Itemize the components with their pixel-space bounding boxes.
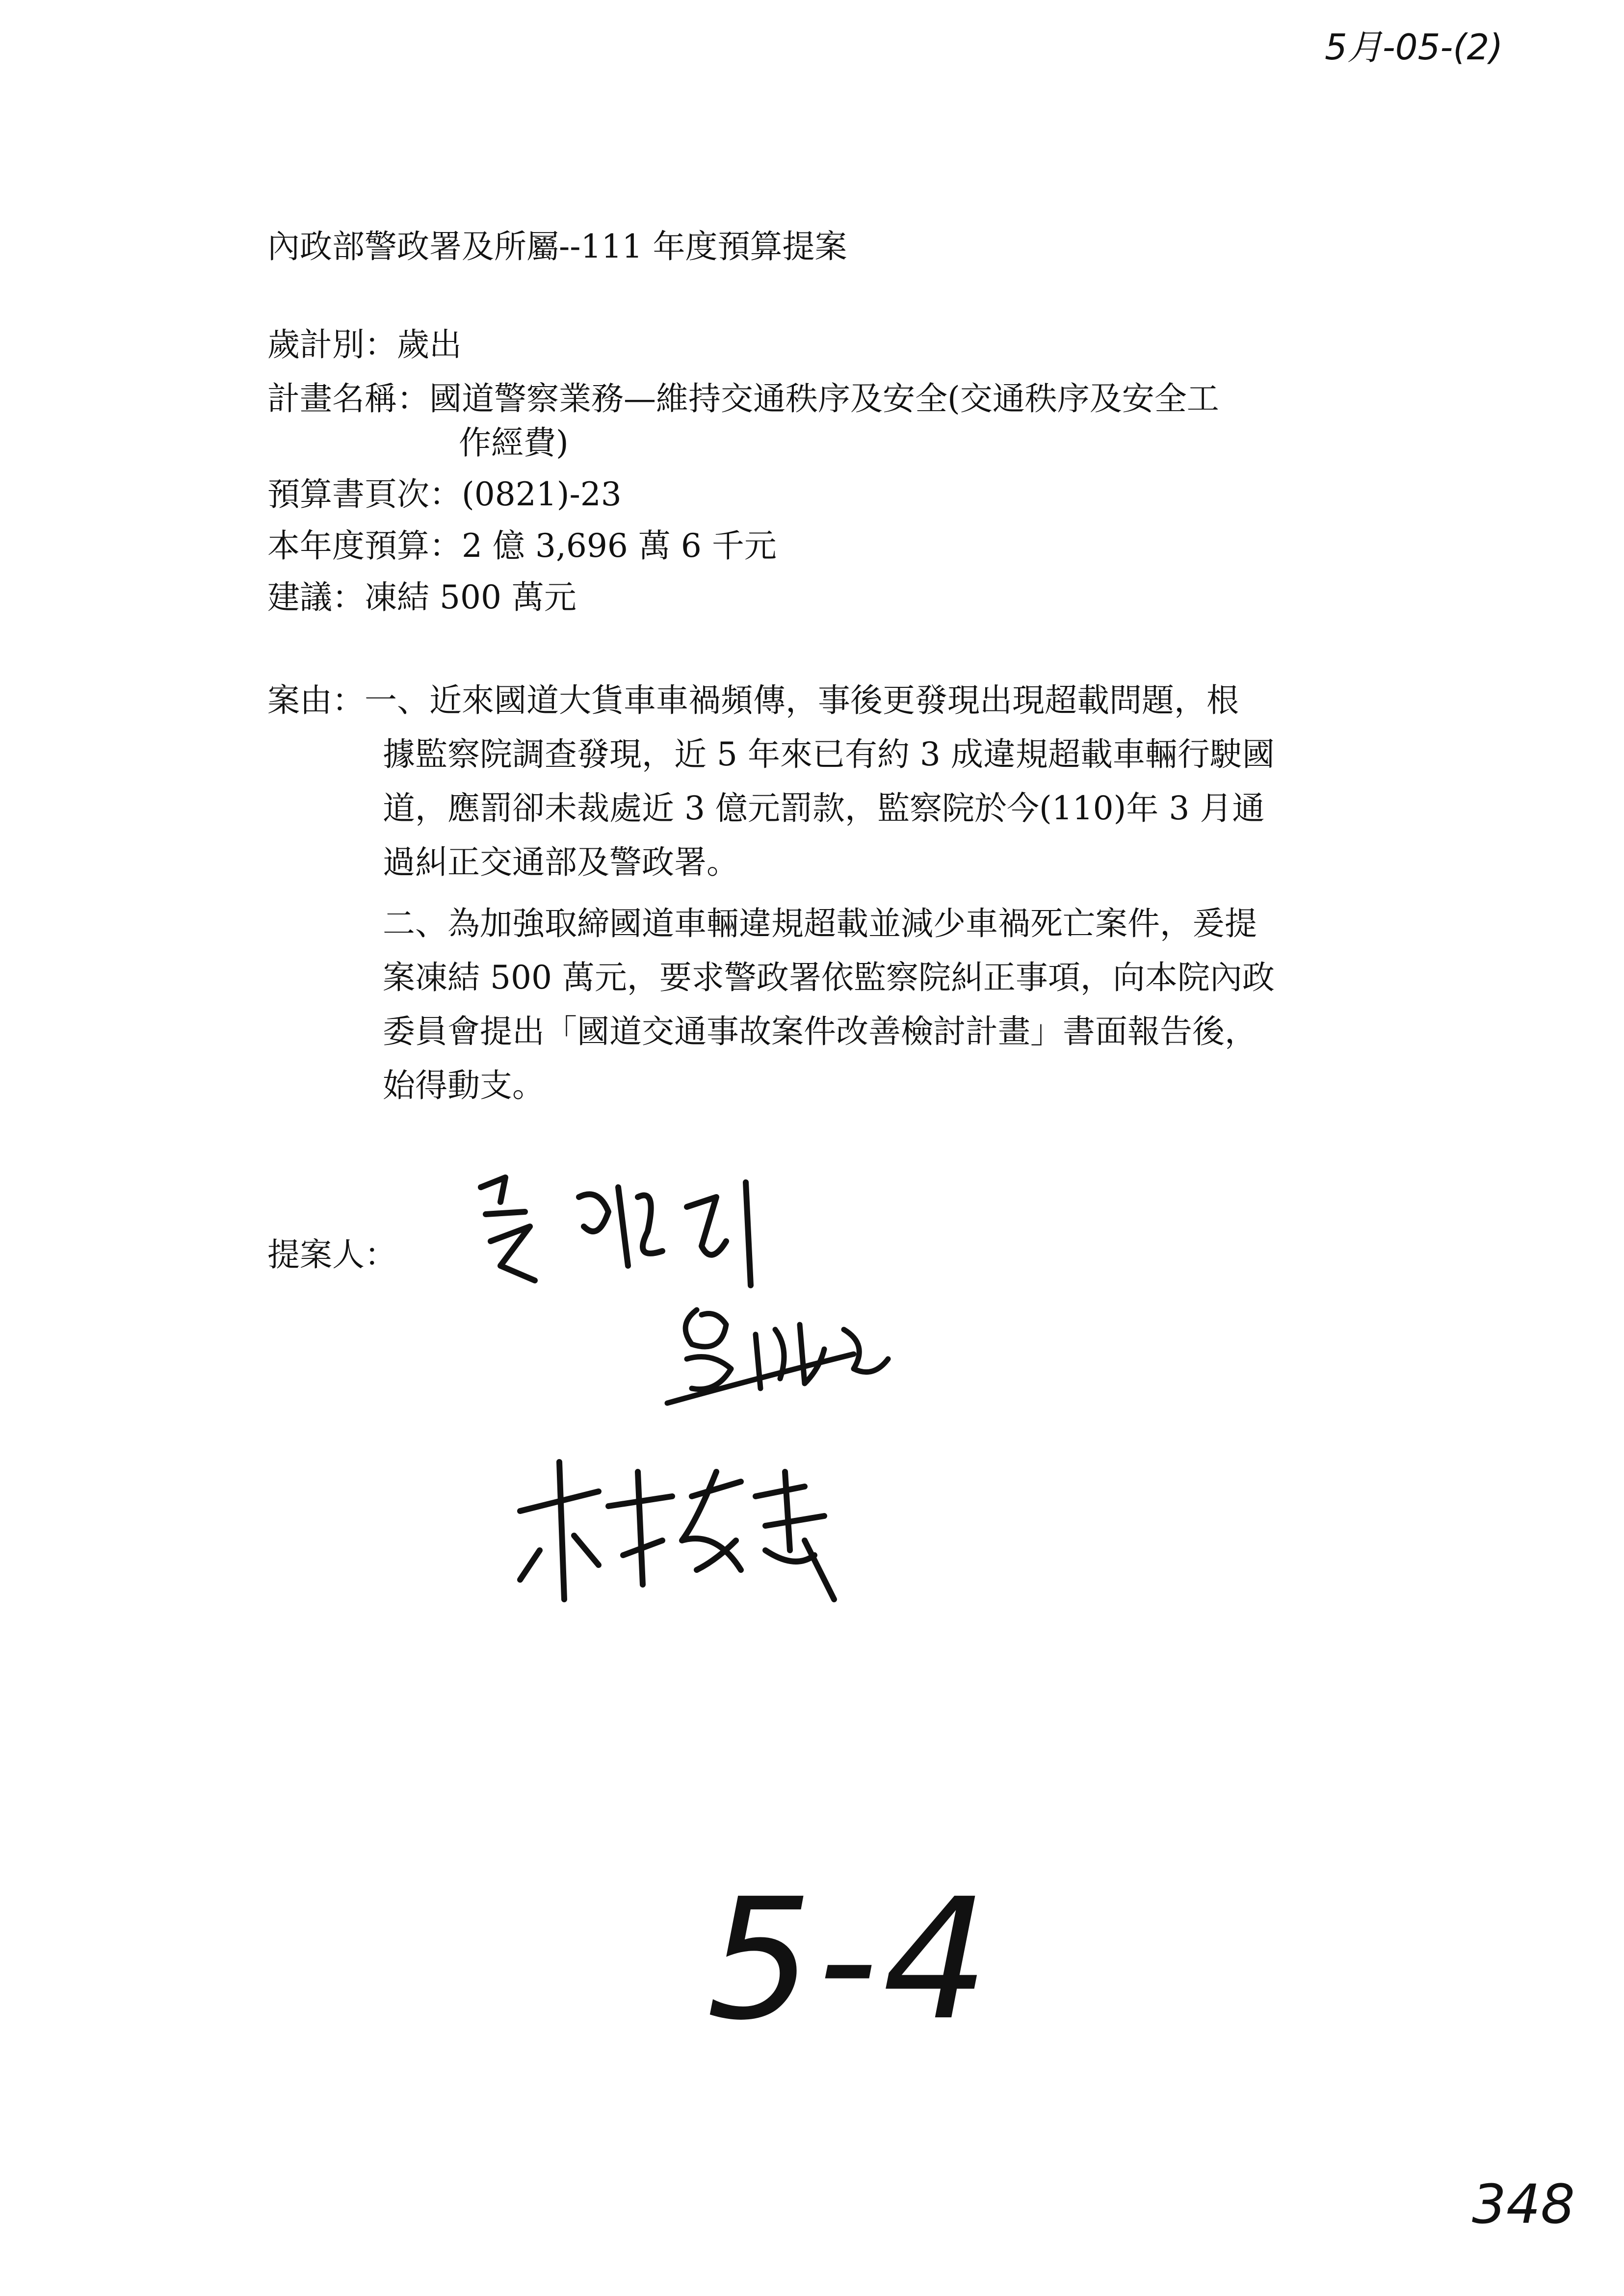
field-project-name: 計畫名稱：國道警察業務—維持交通秩序及安全(交通秩序及安全工 (267, 380, 1219, 417)
proposer-label: 提案人： (267, 1236, 397, 1274)
corner-note: 5月-05-(2) (1325, 26, 1503, 68)
center-stamp-number: 5-4 (707, 1863, 994, 2057)
reason-line: 案由：一、近來國道大貨車車禍頻傳，事後更發現出現超載問題，根 (267, 681, 1239, 719)
reason-line: 案凍結 500 萬元，要求警政署依監察院糾正事項，向本院內政 (383, 959, 1275, 996)
handwritten-signature-2 (657, 1295, 913, 1418)
reason-line: 過糾正交通部及警政署。 (383, 843, 739, 881)
document-title: 內政部警政署及所屬--111 年度預算提案 (267, 228, 847, 265)
field-project-name-cont: 作經費) (459, 424, 569, 462)
handwritten-signature-3 (510, 1452, 854, 1614)
field-category: 歲計別：歲出 (267, 326, 462, 364)
reason-line: 道，應罰卻未裁處近 3 億元罰款，監察院於今(110)年 3 月通 (383, 789, 1265, 827)
reason-line: 委員會提出「國道交通事故案件改善檢討計畫」書面報告後， (383, 1013, 1257, 1050)
page-number: 348 (1472, 2173, 1575, 2236)
handwritten-signature-1 (471, 1168, 775, 1300)
field-proposal: 建議：凍結 500 萬元 (267, 578, 576, 616)
field-budget-amount: 本年度預算：2 億 3,696 萬 6 千元 (267, 527, 777, 565)
reason-line: 據監察院調查發現，近 5 年來已有約 3 成違規超載車輛行駛國 (383, 735, 1275, 773)
reason-line: 二、為加強取締國道車輛違規超載並減少車禍死亡案件，爰提 (383, 905, 1257, 942)
reason-line: 始得動支。 (383, 1067, 545, 1104)
field-budget-page: 預算書頁次：(0821)-23 (267, 475, 622, 513)
